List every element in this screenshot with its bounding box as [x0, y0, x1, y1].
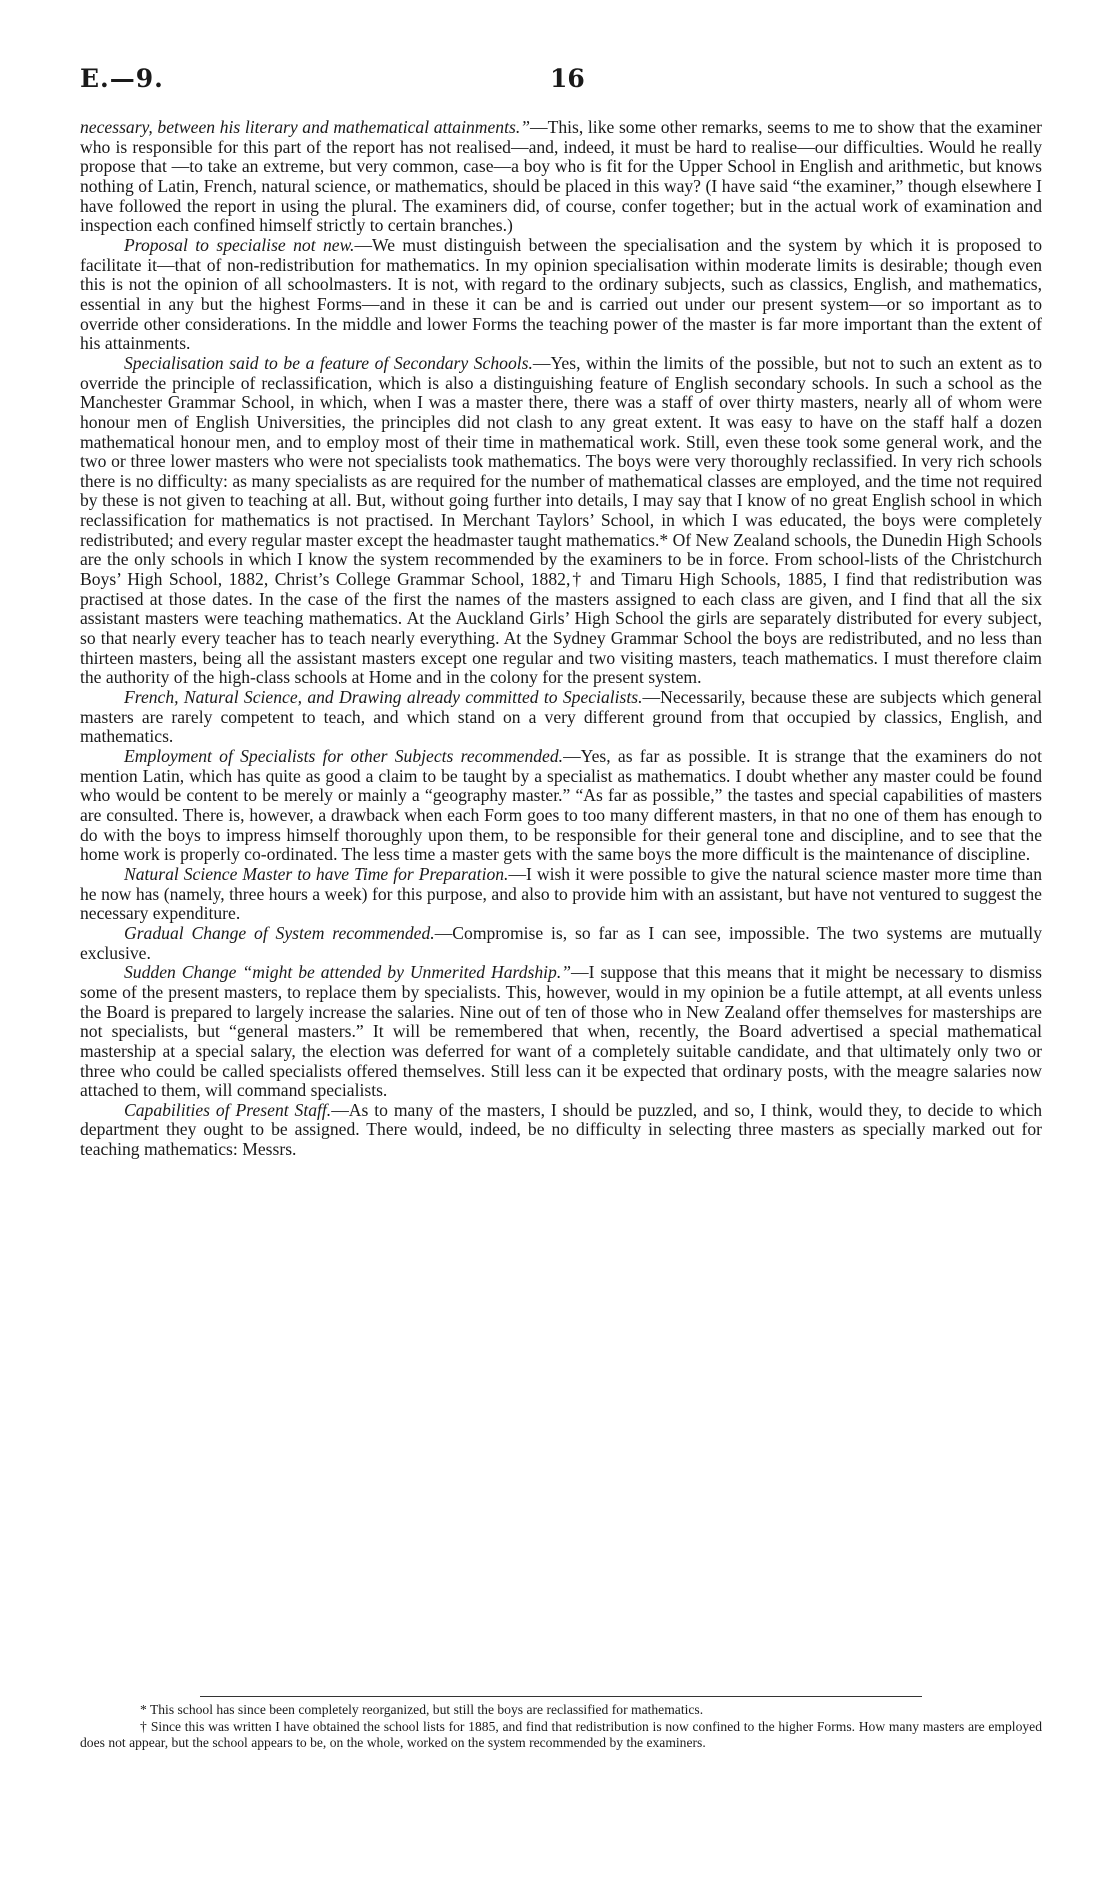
paragraph-heading: Specialisation said to be a feature of Secondary Schools. [124, 352, 533, 373]
paragraph-text: —I wish it were possible to give the natural science master more time than he now has (namely, three hours a week) for this purpose, and also to provide him with an assistant, but have not ventured to suggest the necessary expenditure. [80, 863, 1042, 924]
paragraph-text: —Yes, as far as possible. It is strange that the examiners do not mention Latin, which has quite as good a claim to be taught by a specialist as mathematics. I doubt whether any master could be found who would be content to be merely or mainly a “geography master.” “As far as possible,” the tastes and special capabilities of masters are consulted. There is, however, a drawback when each Form goes to too many different masters, in that no one of them has enough to do with the boys to impress himself thoroughly upon them, to be responsible for their general tone and discipline, and to see that the home work is properly co-ordinated. The less time a master gets with the same boys the more difficult is the maintenance of discipline. [80, 746, 1042, 865]
paragraph [80, 865, 1042, 924]
document-code: E.—9. [80, 64, 164, 93]
paragraph-heading: Natural Science Master to have Time for Preparation. [124, 863, 509, 884]
paragraph-heading: French, Natural Science, and Drawing already committed to Specialists. [124, 687, 643, 708]
paragraph [80, 688, 1042, 747]
paragraph-text: —I suppose that this means that it might be necessary to dismiss some of the present masters, to replace them by specialists. This, however, would in my opinion be a futile attempt, at all events unless the Board is prepared to largely increase the salaries. Nine out of ten of those who in New Zealand offer themselves for masterships are not specialists, but “general masters.” It will be remembered that when, recently, the Board advertised a special mathematical mastership at a special salary, the election was deferred for want of a completely suitable candidate, and that ultimately only two or three who could be called specialists offered themselves. Still less can it be expected that ordinary posts, with the meagre salaries now attached to them, will command specialists. [80, 962, 1043, 1101]
footnote-divider [200, 1696, 922, 1697]
footnote: † Since this was written I have obtained the school lists for 1885, and find that redistribution is now confined to the higher Forms. How many masters are employed does not appear, but the school appears to be, on the whole, worked on the system recommended by the examiners. [80, 1718, 1042, 1751]
page-number: 16 [550, 64, 585, 93]
paragraph-heading: Capabilities of Present Staff. [124, 1099, 332, 1120]
paragraph-heading: Sudden Change “might be attended by Unmerited Hardship.” [124, 962, 572, 983]
paragraph-text: —As to many of the masters, I should be puzzled, and so, I think, would they, to decide to which department they ought to be assigned. There would, indeed, be no difficulty in selecting three masters as specially marked out for teaching mathematics: Messrs. [80, 1099, 1042, 1160]
paragraph [80, 747, 1042, 865]
paragraph [80, 924, 1042, 963]
footnotes [80, 1702, 1042, 1752]
paragraph [80, 1101, 1042, 1160]
paragraph-heading: Proposal to specialise not new. [124, 234, 355, 255]
paragraph [80, 236, 1042, 354]
body-text [80, 118, 1042, 1160]
footnote: * This school has since been completely reorganized, but still the boys are reclassified for mathematics. [140, 1702, 704, 1717]
paragraph [80, 118, 1042, 236]
page-header [80, 64, 1042, 104]
paragraph-heading: Employment of Specialists for other Subjects recommended. [124, 746, 564, 766]
paragraph-text: —Yes, within the limits of the possible, but not to such an extent as to override the principle of reclassification, which is also a distinguishing feature of English secondary schools. In such a school as the Manchester Grammar School, in which, when I was a master there, there was a staff of over thirty masters, nearly all of whom were honour men of English Universities, the principles did not clash to any great extent. It was easy to have on the staff half a dozen mathematical honour men, and to employ most of their time in mathematical work. Still, even these took some general work, and the two or three lower masters who were not specialists took mathematics. The boys were very thoroughly reclassified. In very rich schools there is no difficulty: as many specialists as are required for the number of mathematical classes are employed, and the time not required by these is not given to teaching at all. But, without going further into details, I may say that I know of no great English school in which reclassification for mathematics is not practised. In Merchant Taylors’ School, in which I was educated, the boys were completely redistributed; and every regular master except the headmaster taught mathematics.* Of New Zealand schools, the Dunedin High Schools are the only schools in which I know the system recommended by the examiners to be in force. From school-lists of the Christchurch Boys’ High School, 1882, Christ’s College Grammar School, 1882,† and Timaru High Schools, 1885, I find that redistribution was practised at those dates. In the case of the first the names of the masters assigned to each class are given, and I find that all the six assistant masters were teaching mathematics. At the Auckland Girls’ High School the girls are separately distributed for every subject, so that nearly every teacher has to teach nearly everything. At the Sydney Grammar School the boys are redistributed, and no less than thirteen masters, being all the assistant masters except one regular and two visiting masters, teach mathematics. I must therefore claim the authority of the high-class schools at Home and in the colony for the present system. [80, 352, 1042, 688]
paragraph-text: —We must distinguish between the specialisation and the system by which it is proposed to facilitate it—that of non-redistribution for mathematics. In my opinion specialisation within moderate limits is desirable; though even this is not the opinion of all schoolmasters. It is not, with regard to the ordinary subjects, such as classics, English, and mathematics, essential in any but the highest Forms—and in these it can be and is carried out under our present system—or so important as to override other considerations. In the middle and lower Forms the teaching power of the master is far more important than the extent of his attainments. [80, 234, 1042, 354]
paragraph-text: —Necessarily, because these are subjects which general masters are rarely competent to teach, and which stand on a very different ground from that occupied by classics, English, and mathematics. [80, 687, 1042, 747]
paragraph [80, 354, 1042, 688]
paragraph-heading: necessary, between his literary and mathematical attainments.” [80, 117, 531, 137]
paragraph-text: —This, like some other remarks, seems to me to show that the examiner who is responsible for this part of the report has not realised—and, indeed, it must be hard to realise—our difficulties. Would he really propose that —to take an extreme, but very common, case—a boy who is fit for the Upper School in English and arithmetic, but knows nothing of Latin, French, natural science, or mathematics, should be placed in this way? (I have said “the examiner,” though elsewhere I have followed the report in using the plural. The examiners did, of course, confer together; but in the actual work of examination and inspection each confined himself strictly to certain branches.) [80, 117, 1042, 236]
paragraph-text: —Compromise is, so far as I can see, impossible. The two systems are mutually exclusive. [80, 922, 1042, 963]
paragraph-heading: Gradual Change of System recommended. [124, 922, 435, 943]
paragraph [80, 963, 1042, 1101]
